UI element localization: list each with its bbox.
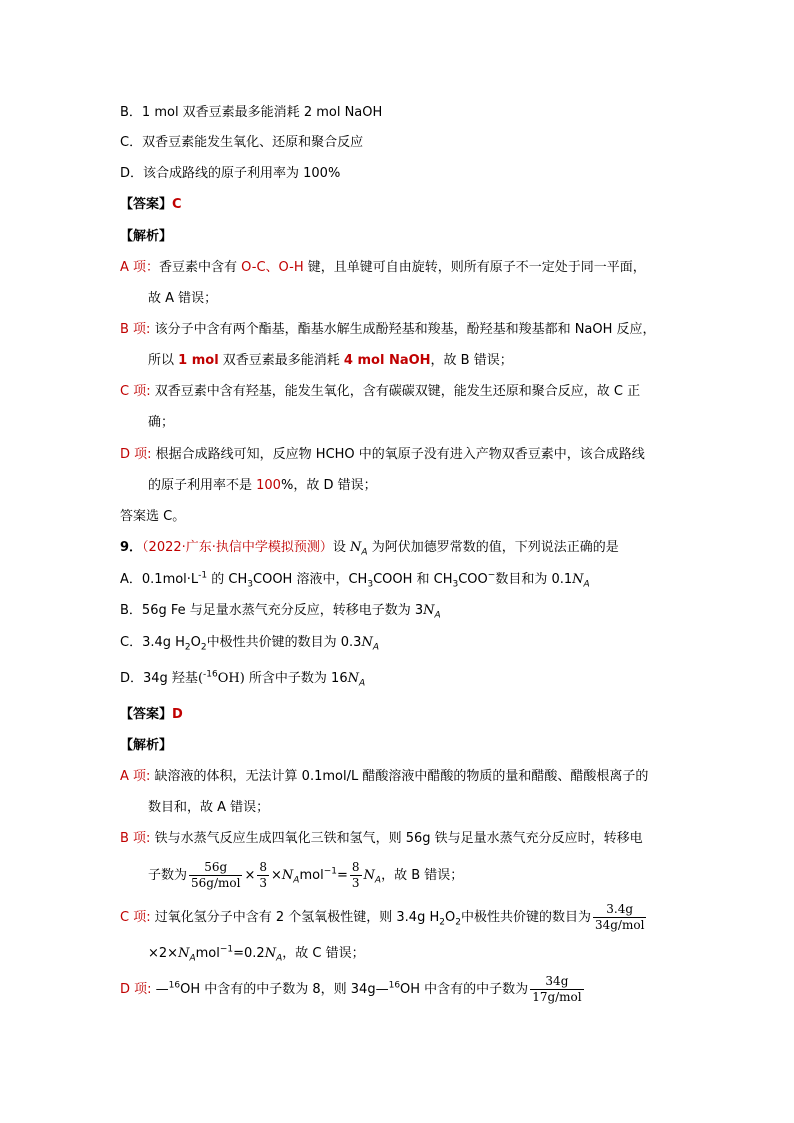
q9-analysis-b: B 项: 铁与水蒸气反应生成四氧化三铁和氢气，则 56g 铁与足量水蒸气充分反应时，转移电 <box>120 831 643 846</box>
q8-analysis-d-cont: 的原子利用率不是 100%，故 D 错误； <box>148 478 377 493</box>
fraction-3-4g-over-34gmol: $\frac{3.4g}{\text{34g/mol}}$ <box>594 902 645 932</box>
q8-option-c: C．双香豆素能发生氧化、还原和聚合反应 <box>120 135 364 150</box>
q9-analysis-a: A 项: 缺溶液的体积，无法计算 0.1mol/L 醋酸溶液中醋酸的物质的量和醋酸、醋酸根离子的 <box>120 769 649 784</box>
q8-option-d: D．该合成路线的原子利用率为 100% <box>120 166 341 181</box>
fraction-34g-over-17gmol: $\frac{34g}{\text{17g/mol}}$ <box>532 974 582 1004</box>
q8-conclusion: 答案选 C。 <box>120 509 186 524</box>
q8-analysis-c-cont: 确； <box>148 415 175 430</box>
q8-analysis-b-cont: 所以 1 mol 双香豆素最多能消耗 4 mol NaOH，故 B 错误； <box>148 353 513 368</box>
q9-analysis-c: C 项: 过氧化氢分子中含有 2 个氢氧极性键，则 3.4g $H_2O_2$中极性共价键的数目为 $\frac{3.4g}{\text{34g/mol}}$ <box>120 902 645 932</box>
q8-analysis-a: A 项：香豆素中含有 O-C、O-H 键，且单键可自由旋转，则所有原子不一定处于同一平面， <box>120 260 646 275</box>
q9-analysis-d: D 项: —$^{16}$OH 中含有的中子数为 8，则 34g—$^{16}$OH 中含有的中子数为 $\frac{34g}{\text{17g/mol}}$ <box>120 974 582 1004</box>
q9-option-a: A．$0.1mol\cdot L^{-1}$ 的 $CH_3COOH$ 溶液中，$CH_3COOH$ 和 $CH_3COO^-$数目和为 $0.1N_A$ <box>120 570 590 590</box>
q9-option-d: D．34g 羟基($^{-16}$OH) 所含中子数为 $16N_A$ <box>120 669 366 689</box>
q9-stem: 9．（2022·广东·执信中学模拟预测）设 $N_A$ 为阿伏加德罗常数的值，下列说法正确的是 <box>120 540 619 558</box>
q9-analysis-label: 【解析】 <box>120 738 173 753</box>
q8-analysis-label: 【解析】 <box>120 229 173 244</box>
q9-analysis-a-cont: 数目和，故 A 错误； <box>148 800 270 815</box>
q8-analysis-a-cont: 故 A 错误； <box>148 291 218 306</box>
fraction-8-over-3: $\frac{8}{3}$ <box>259 860 267 890</box>
q9-analysis-b-cont: 子数为 $\frac{56g}{\text{56g/mol}}$ × $\frac{8}{3}$ $\times N_Amol^{-1}=$ $\frac{8}{3}$ $N_A$，故 B 错误； <box>148 860 464 890</box>
q9-option-c: C．3.4g $H_2O_2$中极性共价键的数目为 $0.3N_A$ <box>120 635 379 653</box>
q8-analysis-c: C 项: 双香豆素中含有羟基，能发生氧化，含有碳碳双键，能发生还原和聚合反应，故 C 正 <box>120 384 641 399</box>
q8-analysis-b: B 项: 该分子中含有两个酯基，酯基水解生成酚羟基和羧基，酚羟基和羧基都和 NaOH 反应， <box>120 322 656 337</box>
fraction-56g-over-56gmol: $\frac{56g}{\text{56g/mol}}$ <box>191 860 241 890</box>
q9-answer: 【答案】D <box>120 707 183 722</box>
q8-option-b: B．1 mol 双香豆素最多能消耗 2 mol NaOH <box>120 105 383 120</box>
q8-analysis-d: D 项: 根据合成路线可知，反应物 HCHO 中的氧原子没有进入产物双香豆素中，该合成路线 <box>120 447 645 462</box>
q9-option-b: B．56g Fe 与足量水蒸气充分反应，转移电子数为 $3N_A$ <box>120 603 441 621</box>
q8-answer: 【答案】C <box>120 197 182 212</box>
q9-analysis-c-cont: $\times 2\times N_Amol^{-1}=0.2N_A$，故 C 错误； <box>148 944 365 964</box>
fraction-8-over-3-result: $\frac{8}{3}$ <box>351 860 360 890</box>
